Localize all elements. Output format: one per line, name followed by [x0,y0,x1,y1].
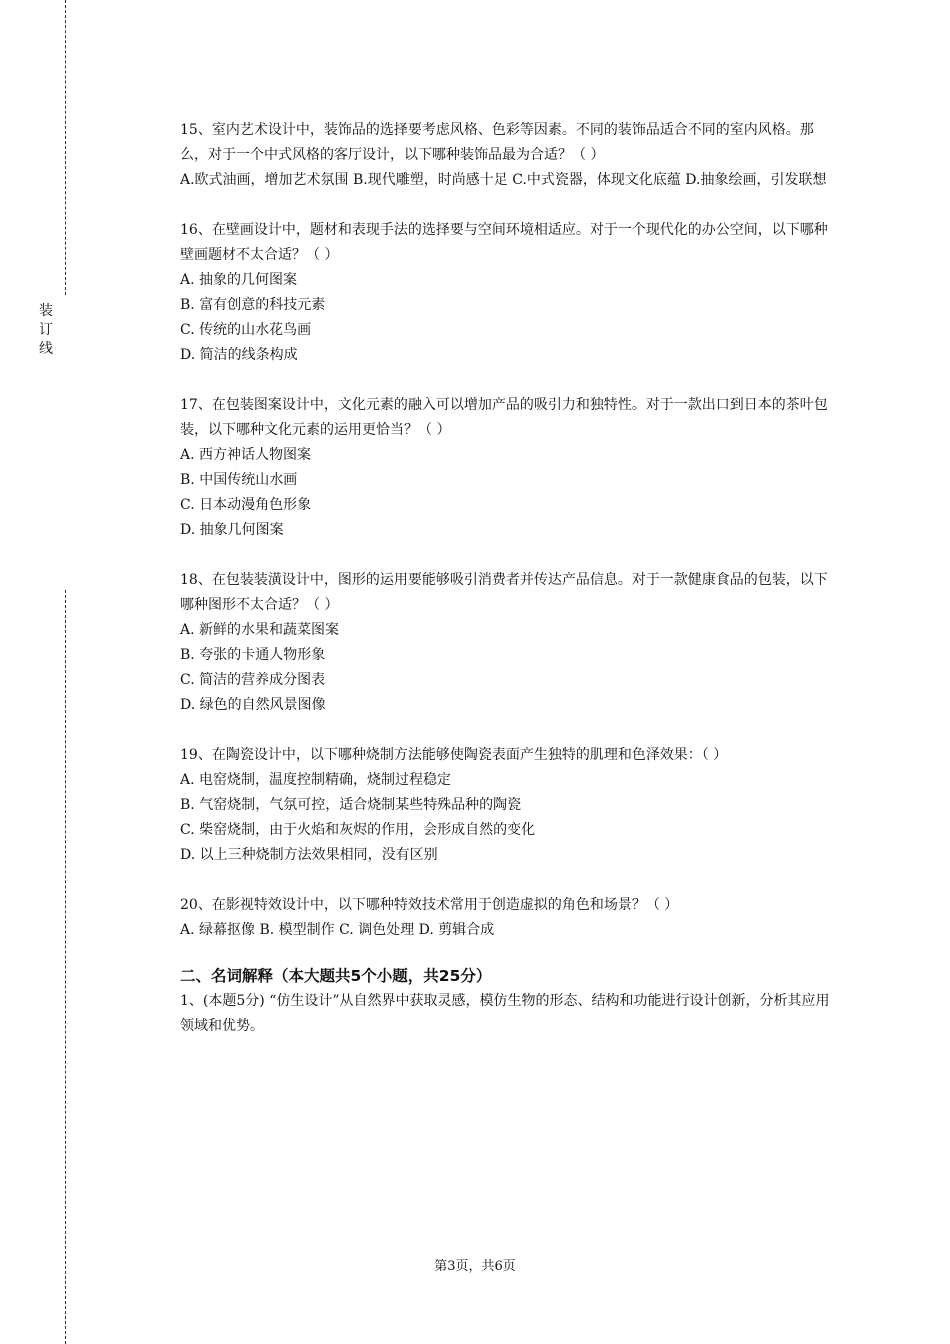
option-d: D. 简洁的线条构成 [180,347,298,363]
page-number: 第3页，共6页 [434,1259,516,1274]
question-stem: 19、在陶瓷设计中，以下哪种烧制方法能够使陶瓷表面产生独特的肌理和色泽效果：（ ） [180,747,728,763]
option-d: D. 抽象几何图案 [180,522,284,538]
question-19 [180,743,840,868]
binding-dashed-line-top [65,0,66,295]
question-stem: 15、室内艺术设计中，装饰品的选择要考虑风格、色彩等因素。不同的装饰品适合不同的室内风格。那么，对于一个中式风格的客厅设计，以下哪种装饰品最为合适？（ ） [180,122,814,163]
option-c: C. 简洁的营养成分图表 [180,672,326,688]
question-16 [180,218,840,368]
term-explanation-1: 1、(本题5分) “仿生设计”从自然界中获取灵感，模仿生物的形态、结构和功能进行设计创新，分析其应用领域和优势。 [180,993,830,1034]
option-d: D. 以上三种烧制方法效果相同，没有区别 [180,847,438,863]
binding-char-2: 订 [39,322,53,338]
option-b: B. 中国传统山水画 [180,472,298,488]
question-18 [180,568,840,718]
question-stem: 20、在影视特效设计中，以下哪种特效技术常用于创造虚拟的角色和场景？（ ） [180,897,679,913]
option-b: B. 气窑烧制，气氛可控，适合烧制某些特殊品种的陶瓷 [180,797,522,813]
question-17 [180,393,840,543]
option-b: B. 富有创意的科技元素 [180,297,326,313]
question-20 [180,893,840,943]
question-options-inline: A. 绿幕抠像 B. 模型制作 C. 调色处理 D. 剪辑合成 [180,922,495,938]
binding-char-3: 线 [39,341,53,357]
option-c: C. 柴窑烧制，由于火焰和灰烬的作用，会形成自然的变化 [180,822,536,838]
section-heading: 二、名词解释（本大题共5个小题，共25分） [180,967,492,985]
binding-dashed-line-bottom [65,590,66,1344]
option-a: A. 电窑烧制，温度控制精确，烧制过程稳定 [180,772,452,788]
binding-line-label [37,302,55,359]
option-c: C. 日本动漫角色形象 [180,497,312,513]
option-c: C. 传统的山水花鸟画 [180,322,312,338]
question-stem: 16、在壁画设计中，题材和表现手法的选择要与空间环境相适应。对于一个现代化的办公空间，以下哪种壁画题材不太合适？（ ） [180,222,828,263]
option-b: B. 夸张的卡通人物形象 [180,647,326,663]
question-options-inline: A.欧式油画，增加艺术氛围 B.现代雕塑，时尚感十足 C.中式瓷器，体现文化底蕴 D.抽象绘画，引发联想 [180,172,827,188]
option-a: A. 抽象的几何图案 [180,272,298,288]
question-stem: 18、在包装装潢设计中，图形的运用要能够吸引消费者并传达产品信息。对于一款健康食品的包装，以下哪种图形不太合适？（ ） [180,572,828,613]
exam-content [180,118,840,1039]
question-stem: 17、在包装图案设计中，文化元素的融入可以增加产品的吸引力和独特性。对于一款出口到日本的茶叶包装，以下哪种文化元素的运用更恰当？（ ） [180,397,828,438]
option-a: A. 新鲜的水果和蔬菜图案 [180,622,340,638]
option-d: D. 绿色的自然风景图像 [180,697,326,713]
question-15 [180,118,840,193]
binding-char-1: 装 [39,303,53,319]
option-a: A. 西方神话人物图案 [180,447,312,463]
